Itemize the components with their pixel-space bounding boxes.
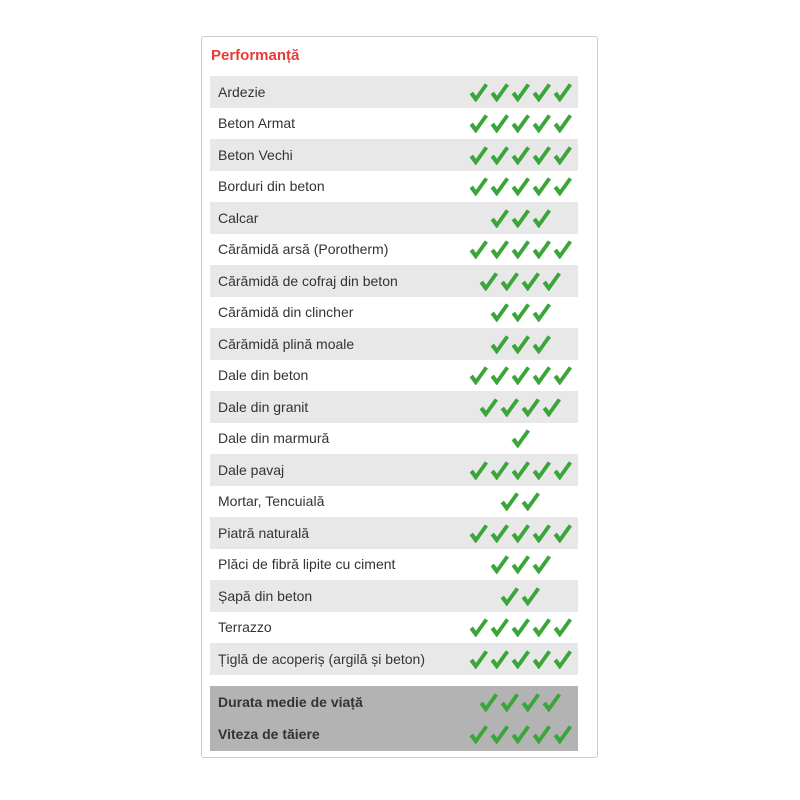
material-label: Țiglă de acoperiș (argilă și beton) bbox=[218, 650, 425, 667]
check-icon bbox=[478, 397, 499, 417]
check-icon bbox=[488, 460, 509, 480]
check-icon bbox=[551, 460, 572, 480]
check-icon bbox=[488, 239, 509, 259]
check-icon bbox=[509, 176, 530, 196]
table-row bbox=[210, 643, 578, 675]
check-icon bbox=[499, 491, 520, 511]
rating-checks bbox=[462, 271, 578, 291]
check-icon bbox=[488, 208, 509, 228]
check-icon bbox=[530, 523, 551, 543]
check-icon bbox=[551, 239, 572, 259]
check-icon bbox=[520, 271, 541, 291]
check-icon bbox=[530, 82, 551, 102]
material-label: Plăci de fibră lipite cu ciment bbox=[218, 556, 396, 573]
check-icon bbox=[551, 82, 572, 102]
material-label: Beton Vechi bbox=[218, 146, 293, 163]
check-icon bbox=[530, 145, 551, 165]
check-icon bbox=[530, 113, 551, 133]
page-title: Performanță bbox=[211, 47, 300, 64]
check-icon bbox=[541, 692, 562, 712]
rating-checks bbox=[462, 586, 578, 606]
check-icon bbox=[541, 397, 562, 417]
table-row bbox=[210, 108, 578, 140]
table-row bbox=[210, 328, 578, 360]
check-icon bbox=[509, 724, 530, 744]
check-icon bbox=[467, 460, 488, 480]
material-label: Mortar, Tencuială bbox=[218, 493, 325, 510]
rating-checks bbox=[462, 617, 578, 637]
rating-checks bbox=[462, 460, 578, 480]
check-icon bbox=[530, 460, 551, 480]
check-icon bbox=[478, 271, 499, 291]
material-label: Terrazzo bbox=[218, 619, 272, 636]
material-label: Viteza de tăiere bbox=[218, 726, 320, 743]
summary-panel bbox=[210, 686, 578, 751]
rating-checks bbox=[462, 397, 578, 417]
check-icon bbox=[520, 692, 541, 712]
check-icon bbox=[509, 617, 530, 637]
check-icon bbox=[530, 365, 551, 385]
table-row bbox=[210, 76, 578, 108]
check-icon bbox=[530, 724, 551, 744]
check-icon bbox=[551, 724, 572, 744]
table-row bbox=[210, 612, 578, 644]
check-icon bbox=[530, 176, 551, 196]
check-icon bbox=[551, 113, 572, 133]
rating-checks bbox=[462, 428, 578, 448]
summary-row bbox=[210, 718, 578, 751]
check-icon bbox=[551, 145, 572, 165]
table-row bbox=[210, 549, 578, 581]
check-icon bbox=[467, 145, 488, 165]
material-label: Durata medie de viață bbox=[218, 693, 363, 710]
check-icon bbox=[509, 460, 530, 480]
check-icon bbox=[488, 334, 509, 354]
material-label: Cărămidă plină moale bbox=[218, 335, 355, 352]
check-icon bbox=[488, 523, 509, 543]
rating-checks bbox=[462, 82, 578, 102]
table-row bbox=[210, 202, 578, 234]
check-icon bbox=[488, 554, 509, 574]
material-label: Dale din marmură bbox=[218, 430, 330, 447]
material-label: Cărămidă de cofraj din beton bbox=[218, 272, 398, 289]
check-icon bbox=[467, 617, 488, 637]
check-icon bbox=[488, 724, 509, 744]
check-icon bbox=[467, 113, 488, 133]
rating-checks bbox=[462, 239, 578, 259]
table-row bbox=[210, 265, 578, 297]
rating-checks bbox=[462, 523, 578, 543]
material-label: Calcar bbox=[218, 209, 259, 226]
check-icon bbox=[530, 302, 551, 322]
check-icon bbox=[509, 428, 530, 448]
table-row bbox=[210, 423, 578, 455]
check-icon bbox=[530, 554, 551, 574]
check-icon bbox=[509, 649, 530, 669]
check-icon bbox=[509, 145, 530, 165]
material-label: Ardezie bbox=[218, 83, 266, 100]
rating-checks bbox=[462, 554, 578, 574]
check-icon bbox=[509, 302, 530, 322]
check-icon bbox=[488, 649, 509, 669]
summary-row bbox=[210, 686, 578, 719]
check-icon bbox=[509, 113, 530, 133]
material-label: Dale din granit bbox=[218, 398, 309, 415]
check-icon bbox=[530, 239, 551, 259]
table-row bbox=[210, 486, 578, 518]
check-icon bbox=[509, 239, 530, 259]
table-row bbox=[210, 391, 578, 423]
rating-checks bbox=[462, 649, 578, 669]
check-icon bbox=[467, 649, 488, 669]
check-icon bbox=[509, 208, 530, 228]
check-icon bbox=[499, 271, 520, 291]
rating-checks bbox=[462, 491, 578, 511]
check-icon bbox=[509, 334, 530, 354]
check-icon bbox=[551, 523, 572, 543]
rating-checks bbox=[462, 334, 578, 354]
rating-checks bbox=[462, 113, 578, 133]
performance-panel bbox=[201, 36, 598, 758]
check-icon bbox=[488, 617, 509, 637]
check-icon bbox=[488, 176, 509, 196]
check-icon bbox=[478, 692, 499, 712]
material-label: Cărămidă din clincher bbox=[218, 304, 354, 321]
rating-checks bbox=[462, 692, 578, 712]
check-icon bbox=[551, 365, 572, 385]
table-row bbox=[210, 517, 578, 549]
rating-checks bbox=[462, 176, 578, 196]
table-row bbox=[210, 171, 578, 203]
check-icon bbox=[499, 397, 520, 417]
check-icon bbox=[509, 82, 530, 102]
check-icon bbox=[520, 491, 541, 511]
check-icon bbox=[509, 554, 530, 574]
check-icon bbox=[530, 649, 551, 669]
check-icon bbox=[499, 586, 520, 606]
check-icon bbox=[530, 334, 551, 354]
material-label: Șapă din beton bbox=[218, 587, 313, 604]
check-icon bbox=[541, 271, 562, 291]
material-label: Beton Armat bbox=[218, 115, 296, 132]
rating-checks bbox=[462, 302, 578, 322]
materials-table bbox=[210, 76, 578, 675]
check-icon bbox=[520, 586, 541, 606]
table-row bbox=[210, 454, 578, 486]
check-icon bbox=[530, 208, 551, 228]
table-row bbox=[210, 360, 578, 392]
check-icon bbox=[467, 365, 488, 385]
check-icon bbox=[467, 176, 488, 196]
check-icon bbox=[488, 145, 509, 165]
check-icon bbox=[467, 523, 488, 543]
check-icon bbox=[509, 523, 530, 543]
check-icon bbox=[488, 113, 509, 133]
rating-checks bbox=[462, 365, 578, 385]
check-icon bbox=[467, 82, 488, 102]
check-icon bbox=[509, 365, 530, 385]
table-row bbox=[210, 139, 578, 171]
table-row bbox=[210, 580, 578, 612]
rating-checks bbox=[462, 145, 578, 165]
material-label: Dale din beton bbox=[218, 367, 309, 384]
check-icon bbox=[467, 239, 488, 259]
check-icon bbox=[499, 692, 520, 712]
check-icon bbox=[488, 82, 509, 102]
check-icon bbox=[551, 617, 572, 637]
check-icon bbox=[530, 617, 551, 637]
material-label: Dale pavaj bbox=[218, 461, 285, 478]
check-icon bbox=[520, 397, 541, 417]
material-label: Cărămidă arsă (Porotherm) bbox=[218, 241, 389, 258]
material-label: Borduri din beton bbox=[218, 178, 325, 195]
check-icon bbox=[488, 365, 509, 385]
table-row bbox=[210, 234, 578, 266]
check-icon bbox=[467, 724, 488, 744]
check-icon bbox=[551, 176, 572, 196]
check-icon bbox=[488, 302, 509, 322]
material-label: Piatră naturală bbox=[218, 524, 310, 541]
rating-checks bbox=[462, 208, 578, 228]
check-icon bbox=[551, 649, 572, 669]
rating-checks bbox=[462, 724, 578, 744]
table-row bbox=[210, 297, 578, 329]
